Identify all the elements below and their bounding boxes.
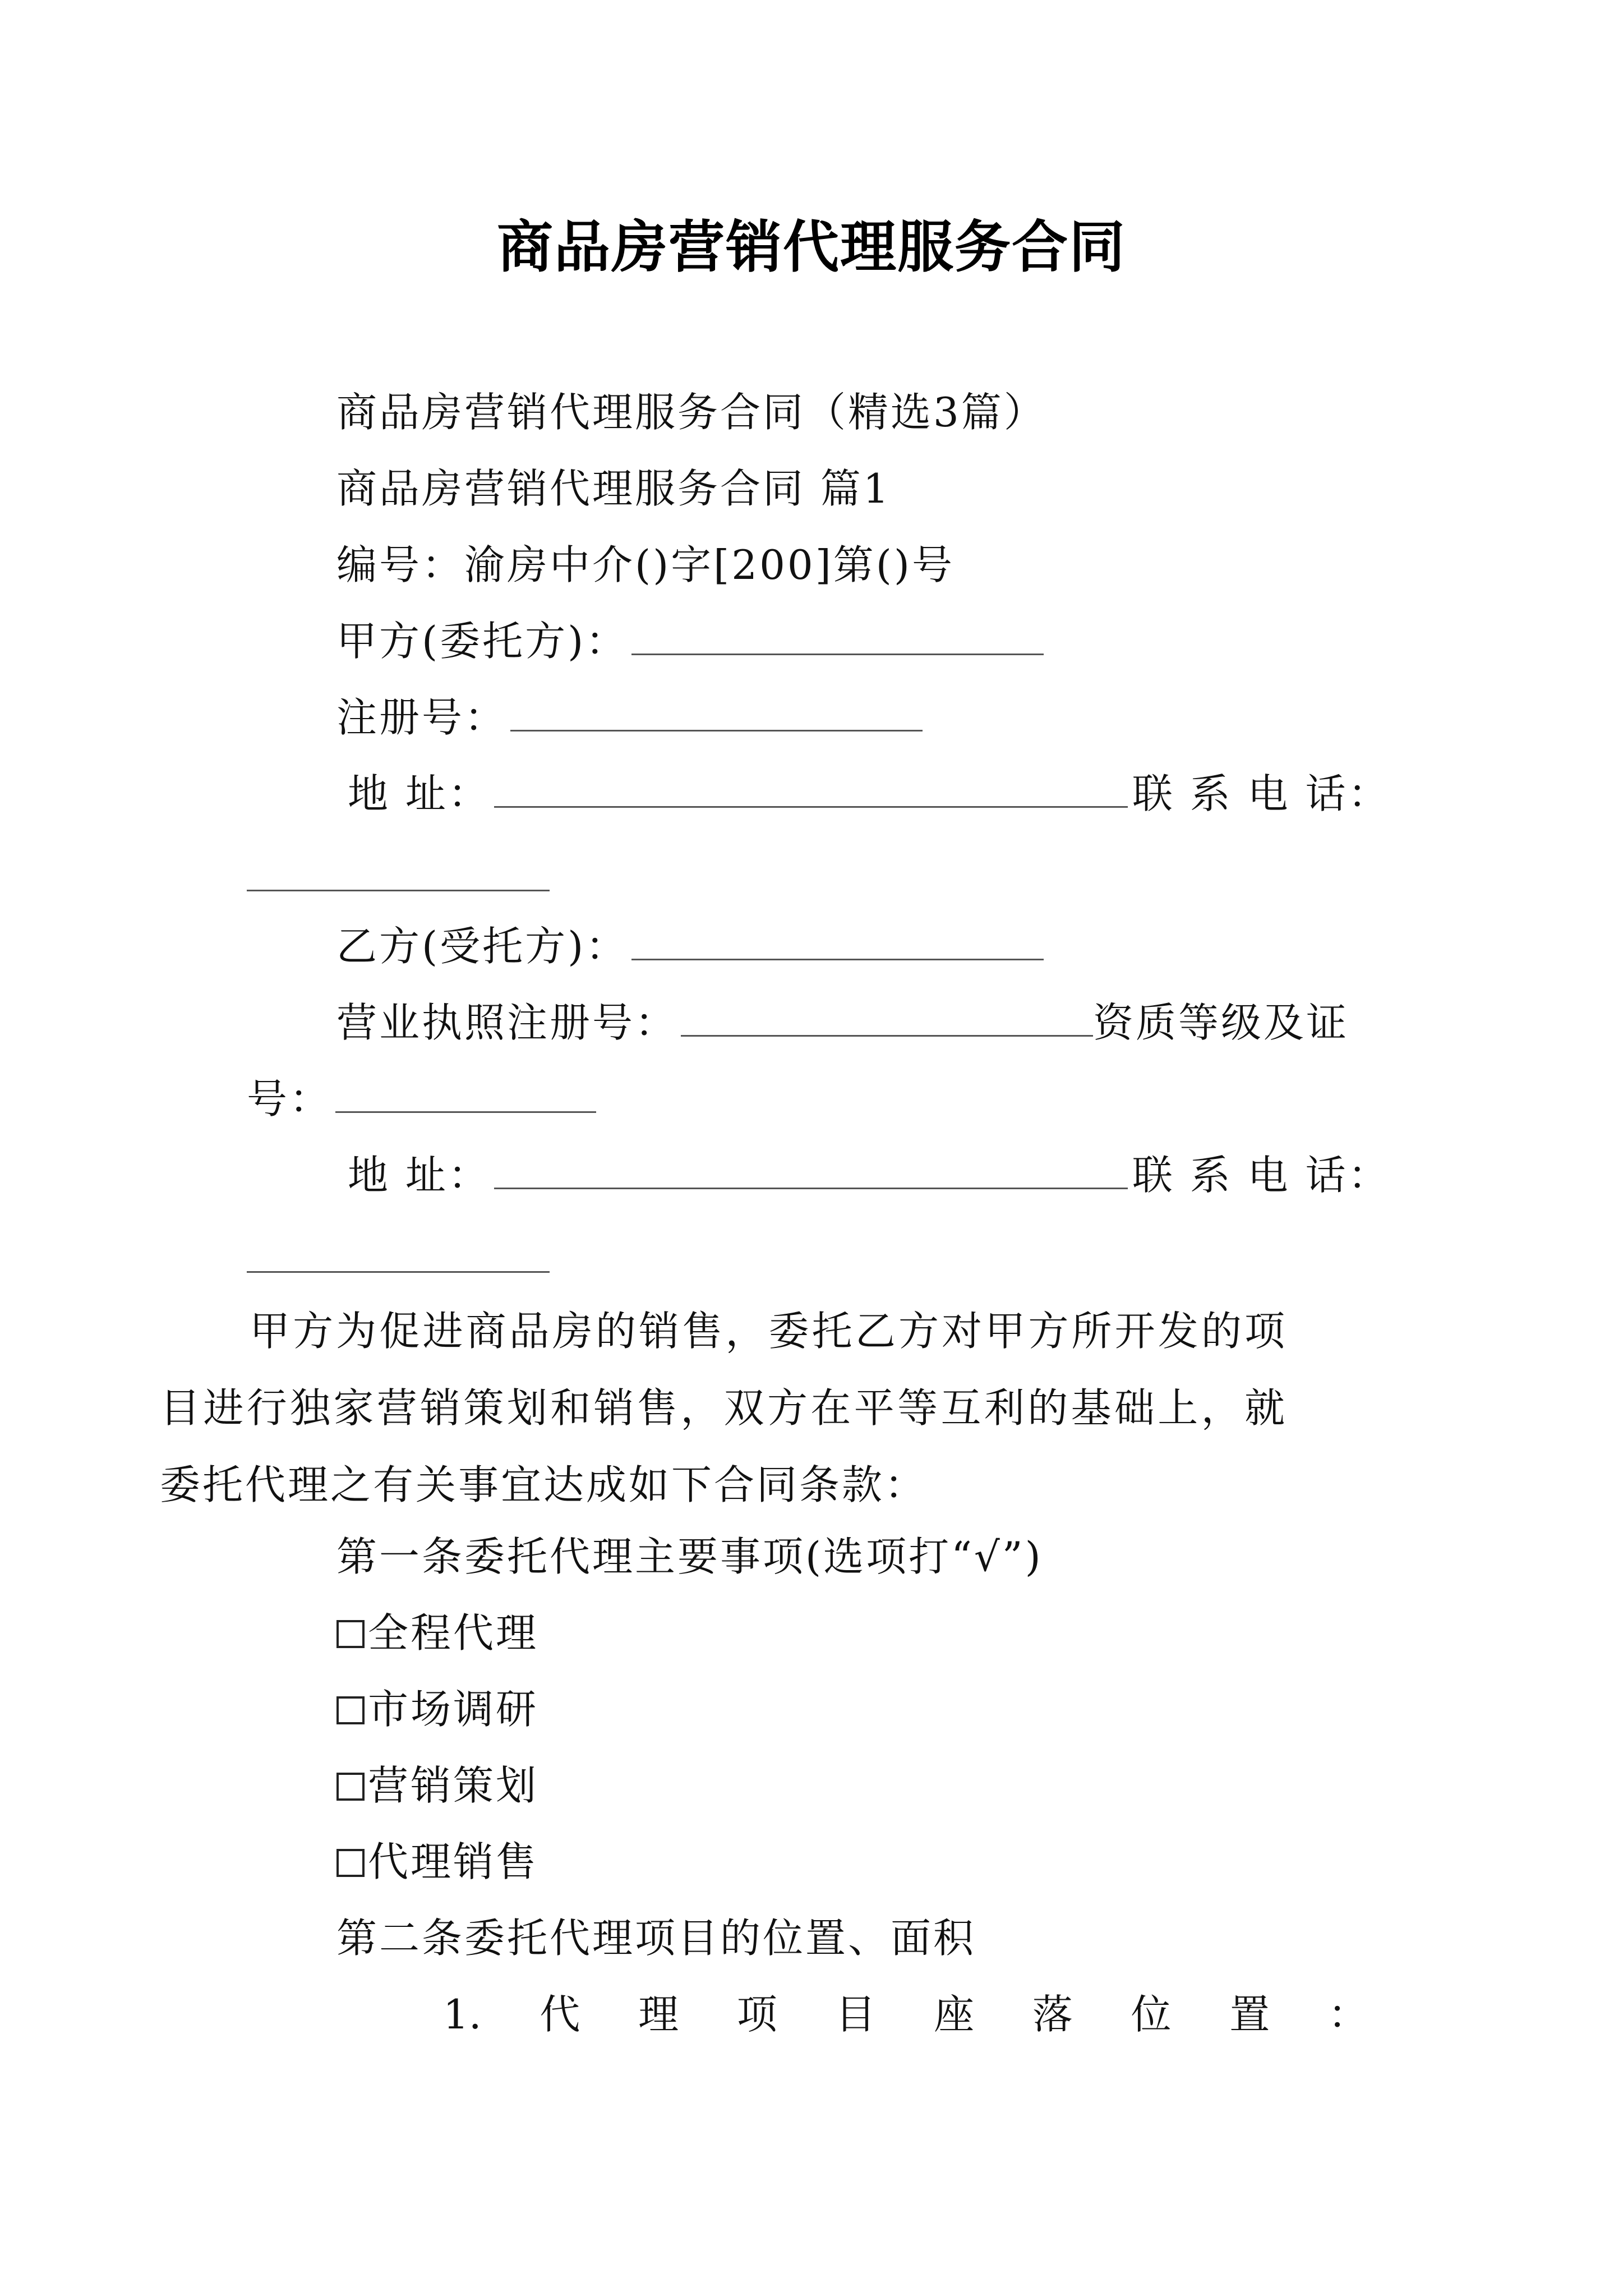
intro-paragraph: 甲方为促进商品房的销售，委托乙方对甲方所开发的项目进行独家营销策划和销售，双方在平等互利的基础上，就委托代理之有关事宜达成如下合同条款： (160, 1308, 1287, 1508)
item-1-char: ： (1327, 1991, 1368, 2038)
document-subtitle: 商品房营销代理服务合同（精选3篇） (336, 389, 1046, 436)
item-1-char: 位 (1131, 1991, 1172, 2038)
item-1-char: 目 (835, 1991, 876, 2038)
option-marketing-plan[interactable] (336, 1760, 538, 1811)
phone-a-blank[interactable] (247, 890, 550, 891)
license-row (336, 997, 1349, 1048)
option-label: 代理销售 (368, 1838, 539, 1885)
document-title: 商品房营销代理服务合同 (497, 214, 1126, 280)
option-full-agency[interactable] (336, 1608, 538, 1658)
address-a-row (348, 769, 1391, 819)
party-b-row (336, 921, 1044, 972)
checkbox-icon[interactable] (336, 1620, 365, 1648)
party-b-blank[interactable] (631, 923, 1044, 960)
address-a-label: 地 址： (348, 770, 491, 817)
item-1-char: 座 (934, 1991, 975, 2038)
party-b-label: 乙方(受托方)： (336, 923, 629, 970)
qualification-row (247, 1074, 596, 1124)
checkbox-icon[interactable] (336, 1849, 365, 1877)
article-heading: 商品房营销代理服务合同 篇1 (336, 465, 891, 512)
registration-row (336, 692, 923, 743)
option-label: 全程代理 (368, 1609, 539, 1657)
party-a-blank[interactable] (631, 618, 1044, 655)
option-label: 市场调研 (368, 1686, 539, 1733)
party-a-label: 甲方(委托方)： (336, 618, 629, 665)
address-b-row (348, 1150, 1391, 1200)
registration-label: 注册号： (336, 694, 508, 741)
item-1-char: 代 (540, 1991, 580, 2038)
item-1-char: 置 (1229, 1991, 1270, 2038)
qualification-blank[interactable] (335, 1075, 596, 1113)
option-sales-agency[interactable] (336, 1837, 538, 1887)
clause-2: 第二条委托代理项目的位置、面积 (336, 1915, 976, 1962)
checkbox-icon[interactable] (336, 1773, 365, 1801)
clause-1: 第一条委托代理主要事项(选项打“√”) (336, 1533, 1043, 1580)
registration-blank[interactable] (510, 694, 923, 731)
address-b-blank[interactable] (494, 1152, 1128, 1189)
item-1-char: 1. (443, 1991, 482, 2038)
checkbox-icon[interactable] (336, 1696, 365, 1724)
license-blank[interactable] (681, 999, 1093, 1037)
phone-b-blank[interactable] (247, 1271, 550, 1273)
phone-b-label: 联 系 电 话： (1132, 1152, 1391, 1199)
qualification-label-cont: 号： (247, 1075, 333, 1122)
item-1-location (443, 1989, 1368, 2040)
option-label: 营销策划 (368, 1762, 539, 1809)
license-label: 营业执照注册号： (336, 999, 678, 1046)
item-1-char: 落 (1032, 1991, 1073, 2038)
party-a-row (336, 616, 1044, 666)
address-b-label: 地 址： (348, 1152, 491, 1199)
serial-number: 编号：渝房中介()字[200]第()号 (336, 541, 955, 588)
item-1-char: 理 (638, 1991, 679, 2038)
option-market-research[interactable] (336, 1684, 538, 1734)
item-1-char: 项 (736, 1991, 777, 2038)
address-a-blank[interactable] (494, 770, 1128, 808)
qualification-label: 资质等级及证 (1093, 999, 1349, 1046)
phone-a-label: 联 系 电 话： (1132, 770, 1391, 817)
